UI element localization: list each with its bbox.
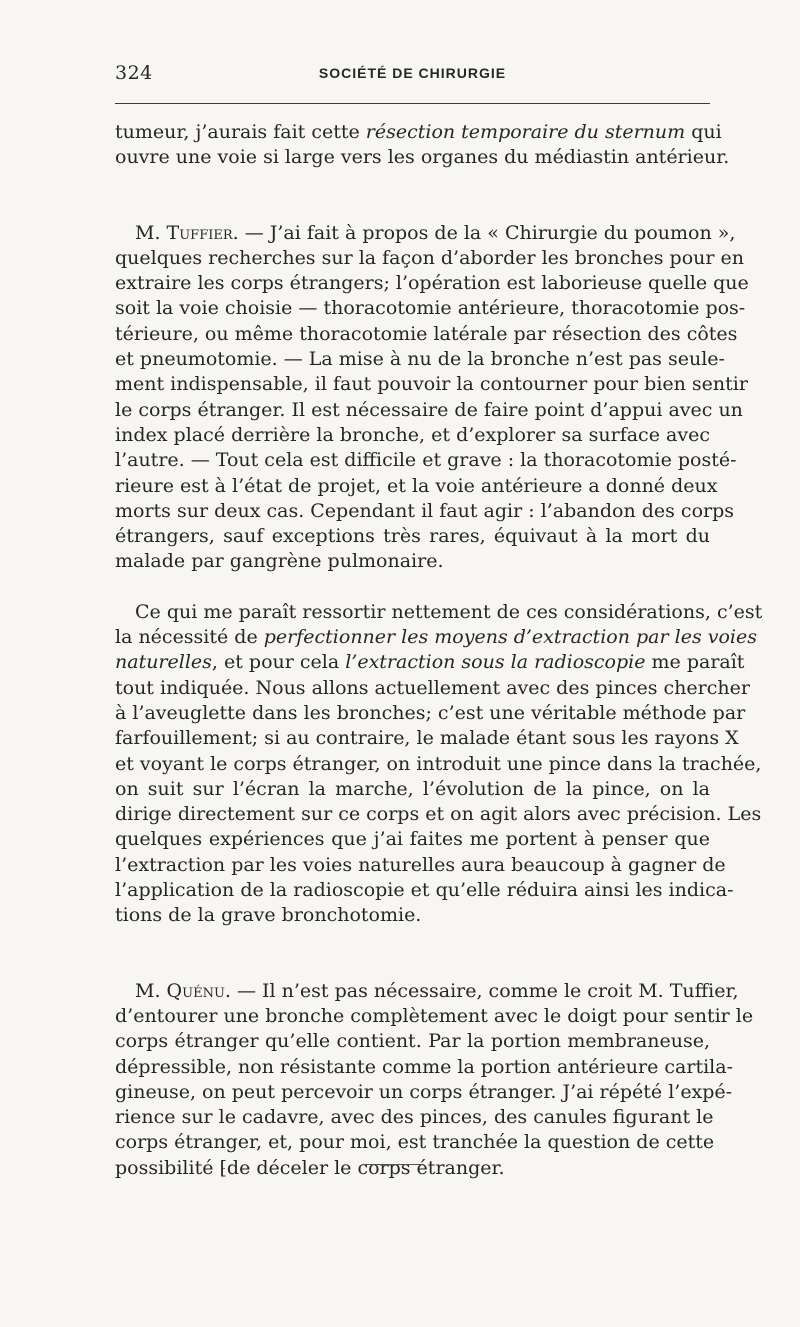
text-line: [115, 979, 739, 1004]
text-run: l’extraction par les voies naturelles aura beaucoup à gagner de: [115, 853, 726, 876]
paragraph-gap: [115, 575, 710, 600]
text-line: [115, 499, 735, 524]
text-line: [115, 600, 763, 625]
text-line: [115, 398, 743, 423]
paragraph-gap: [115, 929, 710, 979]
text-line: [115, 423, 710, 448]
italic-run: naturelles: [115, 651, 212, 674]
text-line: [115, 802, 762, 827]
page-number: 324: [115, 62, 153, 84]
speaker-name: Tuffier: [166, 221, 233, 244]
italic-run: l’extraction sous la radioscopie: [345, 651, 646, 674]
text-run: et pneumotomie. — La mise à nu de la bronche n’est pas seule-: [115, 348, 725, 371]
text-line: [115, 777, 710, 802]
text-run: me paraît: [645, 651, 745, 674]
text-run: M.: [135, 979, 167, 1002]
text-line: [115, 145, 730, 170]
text-run: tions de la grave bronchotomie.: [115, 904, 422, 927]
text-line: [115, 296, 746, 321]
italic-run: résection temporaire du sternum: [365, 121, 686, 143]
text-line: [115, 372, 748, 397]
paragraph: [115, 221, 749, 575]
end-rule: [362, 1164, 424, 1165]
text-run: index placé derrière la bronche, et d’explorer sa surface avec: [115, 423, 710, 446]
text-run: étrangers, sauf exceptions très rares, équivaut à la mort du: [115, 525, 710, 548]
speaker-name: Quénu: [166, 979, 225, 1002]
text-line: [115, 246, 744, 271]
running-head: SOCIÉTÉ DE CHIRURGIE: [318, 65, 507, 81]
italic-run: perfectionner les moyens d’extraction par les voies: [263, 626, 757, 649]
text-line: [115, 625, 757, 650]
text-run: l’application de la radioscopie et qu’elle réduira ainsi les indica-: [115, 879, 734, 902]
text-run: d’entourer une bronche complètement avec le doigt pour sentir le: [115, 1004, 754, 1027]
text-run: tout indiquée. Nous allons actuellement avec des pinces chercher: [115, 676, 750, 699]
text-run: dépressible, non résistante comme la portion antérieure cartila-: [115, 1055, 734, 1078]
text-run: corps étranger, et, pour moi, est tranchée la question de cette: [115, 1131, 715, 1154]
text-run: et voyant le corps étranger, on introduit une pince dans la trachée,: [115, 752, 762, 775]
text-line: [115, 1055, 734, 1080]
text-line: [115, 524, 710, 549]
text-line: [115, 1105, 714, 1130]
text-line: [115, 120, 722, 145]
text-line: [115, 1080, 733, 1105]
text-line: [115, 752, 762, 777]
text-run: l’autre. — Tout cela est difficile et grave : la thoracotomie posté-: [115, 449, 737, 472]
text-run: corps étranger qu’elle contient. Par la portion membraneuse,: [115, 1030, 710, 1053]
header-rule: [115, 103, 710, 104]
text-line: [115, 322, 738, 347]
text-run: , et pour cela: [211, 651, 346, 674]
text-line: [115, 549, 710, 574]
text-line: [115, 903, 710, 928]
text-run: farfouillement; si au contraire, le malade étant sous les rayons X: [115, 727, 739, 750]
text-run: M.: [135, 221, 167, 244]
text-line: [115, 701, 746, 726]
text-run: gineuse, on peut percevoir un corps étranger. J’ai répété l’expé-: [115, 1080, 733, 1103]
text-line: [115, 1130, 715, 1155]
text-line: [115, 347, 725, 372]
text-run: malade par gangrène pulmonaire.: [115, 550, 444, 573]
text-run: à l’aveuglette dans les bronches; c’est une véritable méthode par: [115, 701, 746, 724]
text-line: [115, 827, 710, 852]
text-run: le corps étranger. Il est nécessaire de faire point d’appui avec un: [115, 398, 743, 421]
text-run: rience sur le cadavre, avec des pinces, des canules figurant le: [115, 1106, 714, 1129]
text-line: [115, 271, 749, 296]
text-line: [115, 1004, 754, 1029]
text-line: [115, 650, 745, 675]
page-header: [115, 62, 710, 92]
text-run: ouvre une voie si large vers les organes du médiastin antérieur.: [115, 146, 730, 169]
body-text: [115, 120, 763, 1181]
text-run: dirige directement sur ce corps et on agit alors avec précision. Les: [115, 803, 762, 826]
text-run: on suit sur l’écran la marche, l’évolution de la pince, on la: [115, 777, 710, 800]
text-line: [115, 878, 734, 903]
text-run: . — Il n’est pas nécessaire, comme le croit M. Tuffier,: [224, 979, 739, 1002]
paragraph: [115, 120, 730, 171]
text-line: [115, 1156, 710, 1181]
text-run: soit la voie choisie — thoracotomie antérieure, thoracotomie pos-: [115, 297, 746, 320]
text-run: la nécessité de: [115, 626, 264, 649]
text-run: quelques expériences que j’ai faites me portent à penser que: [115, 828, 710, 851]
text-line: [115, 676, 750, 701]
text-run: . — J’ai fait à propos de la « Chirurgie du poumon »,: [232, 221, 736, 244]
text-run: quelques recherches sur la façon d’aborder les bronches pour en: [115, 246, 744, 269]
text-run: possibilité ⁅de déceler le corps étranger.: [115, 1156, 505, 1179]
text-run: extraire les corps étrangers; l’opération est laborieuse quelle que: [115, 272, 749, 295]
text-run: Ce qui me paraît ressortir nettement de ces considérations, c’est: [135, 600, 763, 623]
text-run: morts sur deux cas. Cependant il faut agir : l’abandon des corps: [115, 499, 735, 522]
text-run: ment indispensable, il faut pouvoir la contourner pour bien sentir: [115, 373, 748, 396]
text-line: [115, 474, 718, 499]
text-line: [115, 1029, 710, 1054]
text-line: [115, 221, 736, 246]
text-line: [115, 853, 726, 878]
text-run: rieure est à l’état de projet, et la voie antérieure a donné deux: [115, 474, 718, 497]
text-run: qui: [685, 121, 722, 143]
text-run: tumeur, j’aurais fait cette: [115, 121, 366, 143]
text-line: [115, 448, 737, 473]
paragraph: [115, 600, 763, 929]
paragraph: [115, 979, 754, 1181]
paragraph-gap: [115, 171, 710, 221]
text-line: [115, 726, 739, 751]
text-run: térieure, ou même thoracotomie latérale par résection des côtes: [115, 322, 738, 345]
